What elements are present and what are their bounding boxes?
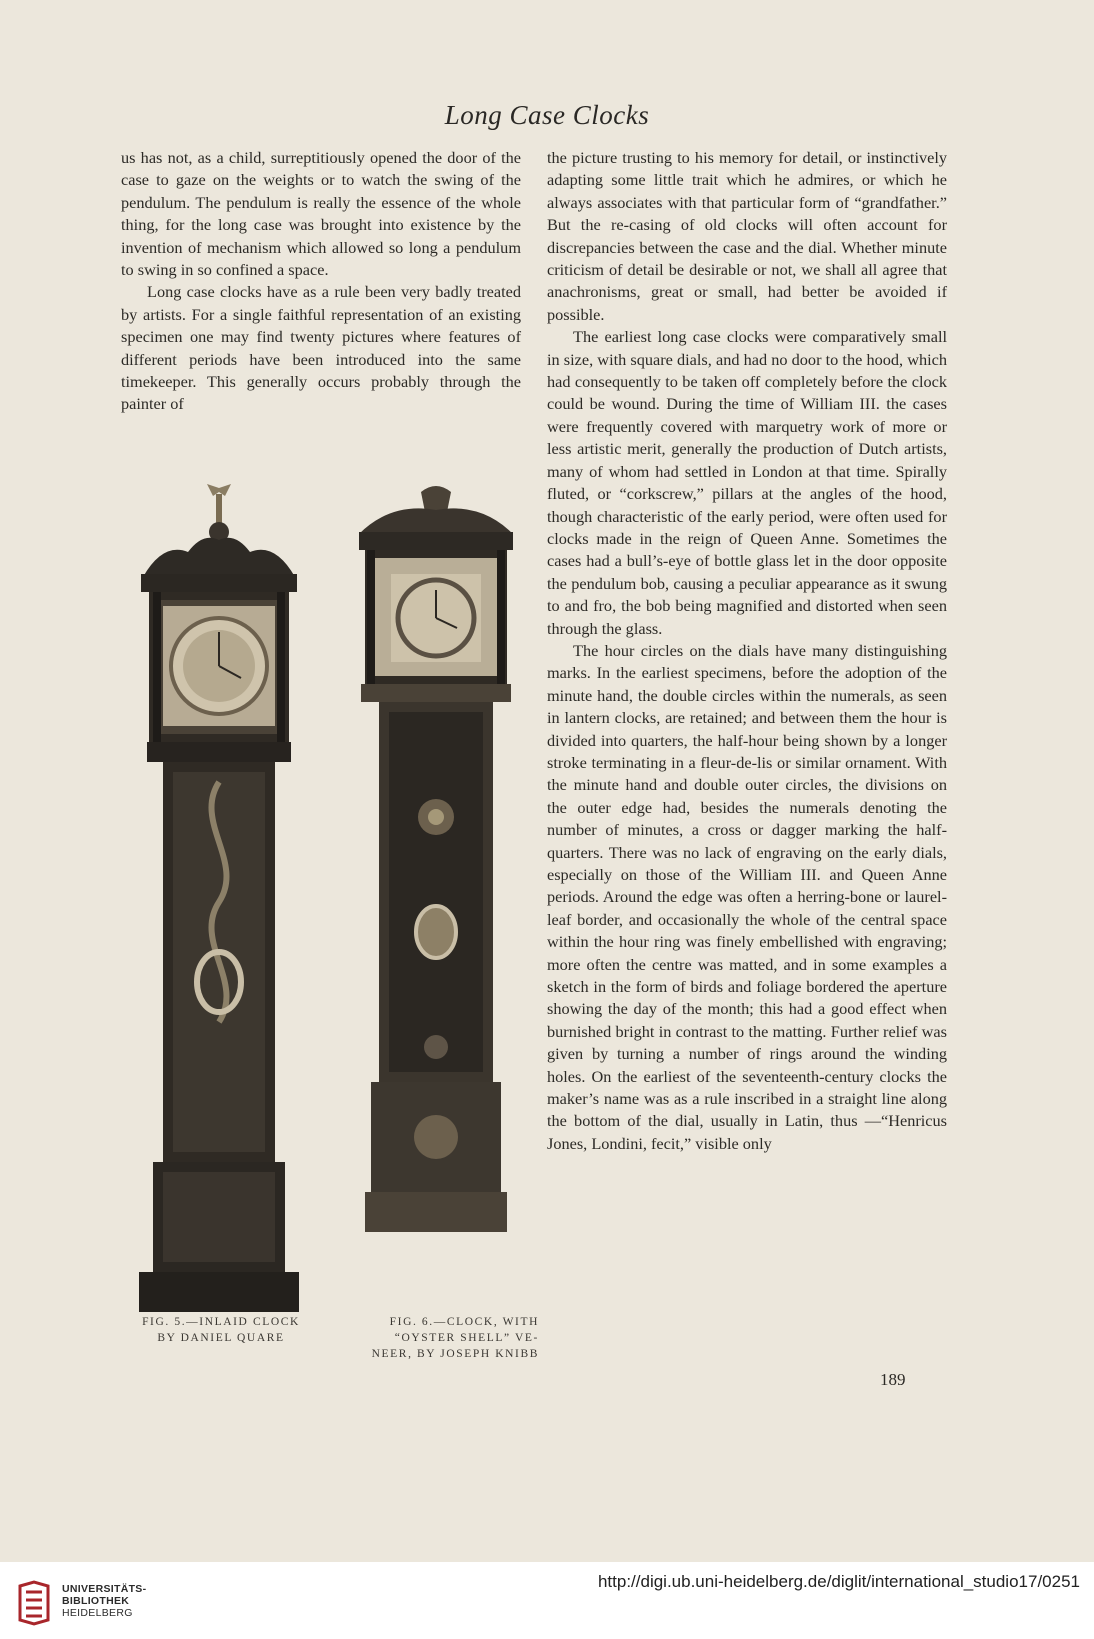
- right-paragraph-3: The hour circles on the dials have many distinguishing marks. In the earliest specimens, before the adoption of the minute hand, the double circles within the numerals, as seen in lantern clocks, are retained; and between them the hour is divided into quarters, the half-hour being shown by a longer stroke terminating in a fleur-de-lis or similar ornament. With the minute hand and double outer circles, the divisions on the outer edge had, besides the numerals denoting the number of minutes, a cross or dagger marking the half-quarters. There was no lack of engraving on the early dials, especially on those of the William III. and Queen Anne periods. Around the edge was often a herring-bone or laurel-leaf border, and occasionally the whole of the central space within the hour ring was finely embellished with engraving; more often the centre was matted, and in some examples a sketch in the form of birds and foliage bordered the aperture showing the day of the month; this had a good effect when burnished bright in contrast to the matting. Further relief was given by turning a number of rings around the winding holes. On the earliest of the seventeenth-century clocks the maker’s name was as a rule inscribed in a straight line along the bottom of the dial, usually in Latin, thus —“Henricus Jones, Londini, fecit,” visible only: [547, 640, 947, 1153]
- figures-area: [121, 470, 541, 1370]
- angel-finial-icon: [207, 484, 231, 542]
- right-paragraph-1: the picture trusting to his memory for detail, or instinctively adapting some little trait which he admires, or which he always associates with that particular form of “grandfather.” But the re-casing of old clocks will often account for discrepancies between the case and the dial. Whether minute criticism of detail be desirable or not, we shall all agree that anachronisms, great or small, had better be avoided if possible.: [547, 148, 947, 324]
- caption-fig6-line2: “OYSTER SHELL” VE-: [394, 1332, 539, 1344]
- right-paragraph-2: The earliest long case clocks were comparatively small in size, with square dials, and had no door to the hood, which had consequently to be taken off completely before the clock could be wound. During the time of William III. the cases were frequently covered with marquetry work of more or less artistic merit, generally the production of Dutch artists, many of whom had settled in London at that time. Spirally fluted, or “corkscrew,” pillars at the angles of the hood, though characteristic of the early period, were often used for clocks made in the reign of Queen Anne. Sometimes the cases had a bull’s-eye of bottle glass let in the door opposite the pendulum bob, causing a peculiar appearance as it swung to and fro, the bob being magnified and distorted when seen through the glass.: [547, 327, 947, 638]
- library-name-line3: HEIDELBERG: [62, 1607, 133, 1619]
- left-paragraph-1: us has not, as a child, surreptitiously opened the door of the case to gaze on the weights or to watch the swing of the pendulum. The pendulum is really the essence of the whole thing, for the long case was brought into existence by the invention of mechanism which allowed so long a pendulum to swing in so confined a space.: [121, 148, 521, 280]
- library-logo-icon: [14, 1580, 54, 1626]
- left-text-column: [121, 147, 521, 416]
- clock-image-fig5: [133, 482, 303, 1322]
- footer-bar: [0, 1562, 1094, 1639]
- urn-finial-icon: [421, 486, 451, 512]
- source-url-link[interactable]: http://digi.ub.uni-heidelberg.de/diglit/international_studio17/0251: [597, 1572, 1080, 1591]
- left-paragraph-2: Long case clocks have as a rule been very badly treated by artists. For a single faithful representation of an existing specimen one may find twenty pictures where features of different periods have been introduced into the same timekeeper. This generally occurs probably through the painter of: [121, 282, 521, 414]
- caption-fig5: [121, 1314, 321, 1346]
- library-name-line1: UNIVERSITÄTS-: [62, 1583, 147, 1595]
- right-text-column: [547, 147, 947, 1155]
- library-name-line2: BIBLIOTHEK: [62, 1595, 130, 1607]
- caption-fig5-line2: BY DANIEL QUARE: [157, 1332, 285, 1344]
- running-title: Long Case Clocks: [444, 100, 650, 130]
- clock-image-fig6: [351, 482, 521, 1242]
- page-number: 189: [880, 1370, 906, 1389]
- caption-fig6-line3: NEER, BY JOSEPH KNIBB: [371, 1348, 539, 1360]
- library-name: [62, 1583, 146, 1619]
- caption-fig6-line1: FIG. 6.—CLOCK, WITH: [389, 1316, 539, 1328]
- caption-fig6: [339, 1314, 539, 1362]
- caption-fig5-line1: FIG. 5.—INLAID CLOCK: [142, 1316, 300, 1328]
